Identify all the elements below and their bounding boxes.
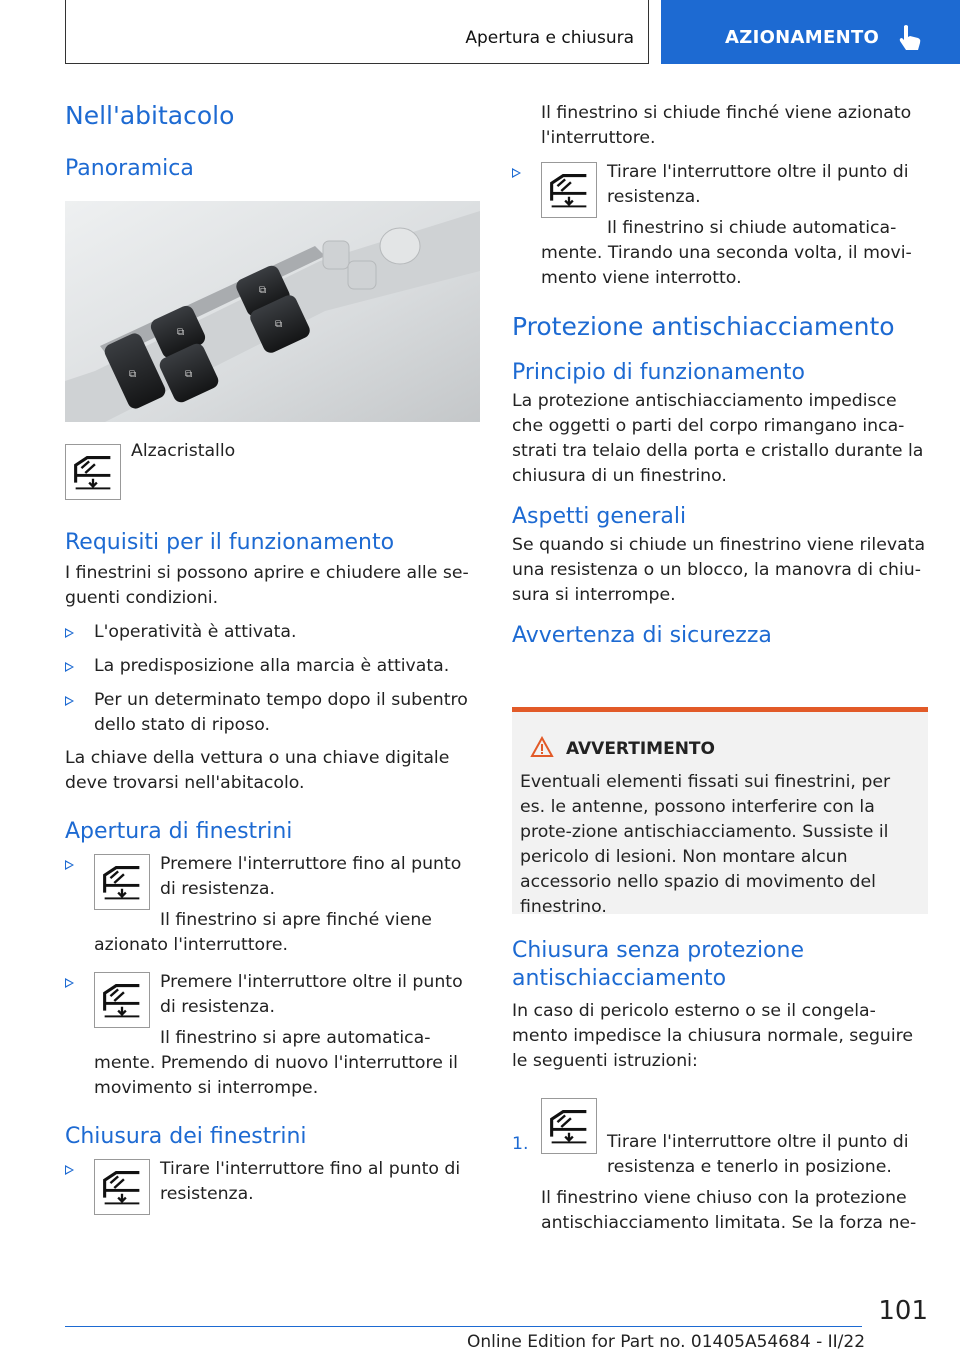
heading-principio: Principio di funzionamento xyxy=(512,360,805,385)
heading-aspetti: Aspetti generali xyxy=(512,504,687,529)
svg-text:⧉: ⧉ xyxy=(177,327,185,338)
icon-caption: Alzacristallo xyxy=(131,441,236,461)
svg-text:⧉: ⧉ xyxy=(129,369,137,380)
window-switch-icon xyxy=(94,854,150,910)
list-item: Tirare l'interruttore oltre il punto di resistenza. Il finestrino si chiude automatica-mente. Tirando una seconda volta, il movi-mento viene interrotto. xyxy=(512,160,928,291)
general-text: Se quando si chiude un finestrino viene rilevata una resistenza o un blocco, la manovra di chiu-sura si interrompe. xyxy=(512,535,926,605)
edition-text: Online Edition for Part no. 01405A54684 - II/22 xyxy=(467,1332,866,1352)
heading-abitacolo: Nell'abitacolo xyxy=(65,101,235,130)
svg-text:⧉: ⧉ xyxy=(275,319,283,330)
list-item: Per un determinato tempo dopo il subentro dello stato di riposo. xyxy=(65,688,480,738)
heading-avvertenza: Avvertenza di sicurezza xyxy=(512,623,772,648)
list-item: Premere l'interruttore oltre il punto di resistenza. Il finestrino si apre automatica-mente. Premendo di nuovo l'interruttore il movimento si interrompe. xyxy=(65,970,480,1101)
footer-divider xyxy=(65,1326,862,1327)
list-item: Tirare l'interruttore fino al punto di resistenza. xyxy=(65,1157,480,1207)
pointing-hand-icon xyxy=(897,24,923,52)
warning-title: AVVERTIMENTO xyxy=(566,739,715,759)
list-item: La predisposizione alla marcia è attivata. xyxy=(65,654,480,679)
right-column-lower xyxy=(512,937,928,1236)
requirements-note: La chiave della vettura o una chiave digitale deve trovarsi nell'abitacolo. xyxy=(65,748,450,793)
step-number: 1. xyxy=(512,1134,529,1154)
requirements-intro: I finestrini si possono aprire e chiudere alle se-guenti condizioni. xyxy=(65,563,469,608)
list-item: L'operatività è attivata. xyxy=(65,620,480,645)
without-intro: In caso di pericolo esterno o se il congela-mento impedisce la chiusura normale, seguire le seguenti istruzioni: xyxy=(512,1001,914,1071)
warning-box xyxy=(512,707,928,917)
svg-text:⧉: ⧉ xyxy=(185,369,193,380)
window-switch-icon xyxy=(541,1098,597,1154)
warning-text: Eventuali elementi fissati sui finestrini, per es. le antenne, possono interferire con la prote-zione antischiacciamento. Sussiste il pericolo di lesioni. Non montare alcun accessorio nello spazio di movimento del finestrino. xyxy=(520,772,891,917)
list-item: 1. Tirare l'interruttore oltre il punto di resistenza e tenerlo in posizione. Il finestrino viene chiuso con la protezione antischiacciamento limitata. Se la forza ne- xyxy=(512,1098,928,1236)
header-section-box xyxy=(65,0,649,64)
window-switches-photo xyxy=(65,201,480,422)
header-chapter-title: AZIONAMENTO xyxy=(725,27,880,48)
heading-senza-protezione: Chiusura senza protezione antischiacciamento xyxy=(512,938,804,991)
window-switch-icon xyxy=(94,1159,150,1215)
list-item: Premere l'interruttore fino al punto di resistenza. Il finestrino si apre finché viene azionato l'interruttore. xyxy=(65,852,480,958)
svg-text:⧉: ⧉ xyxy=(259,285,267,296)
heading-protezione: Protezione antischiacciamento xyxy=(512,312,895,341)
left-column xyxy=(65,100,480,183)
close1-detail: Il finestrino si chiude finché viene azionato l'interruttore. xyxy=(541,103,912,148)
window-switch-icon xyxy=(94,972,150,1028)
warning-triangle-icon xyxy=(530,736,554,758)
heading-chiusura: Chiusura dei finestrini xyxy=(65,1124,307,1149)
window-switch-icon xyxy=(541,162,597,218)
left-column-lower xyxy=(65,437,480,1219)
heading-requisiti: Requisiti per il funzionamento xyxy=(65,530,395,555)
header-chapter-box xyxy=(661,0,960,64)
principle-text: La protezione antischiacciamento impedisce che oggetti o parti del corpo rimangano inca-strati tra telaio della porta e cristallo durante la chiusura di un finestrino. xyxy=(512,391,924,486)
heading-apertura: Apertura di finestrini xyxy=(65,819,293,844)
right-column xyxy=(512,101,928,650)
header-section-title: Apertura e chiusura xyxy=(465,28,634,48)
heading-panoramica: Panoramica xyxy=(65,156,194,181)
window-switch-icon xyxy=(65,444,121,500)
page-number: 101 xyxy=(878,1296,928,1326)
